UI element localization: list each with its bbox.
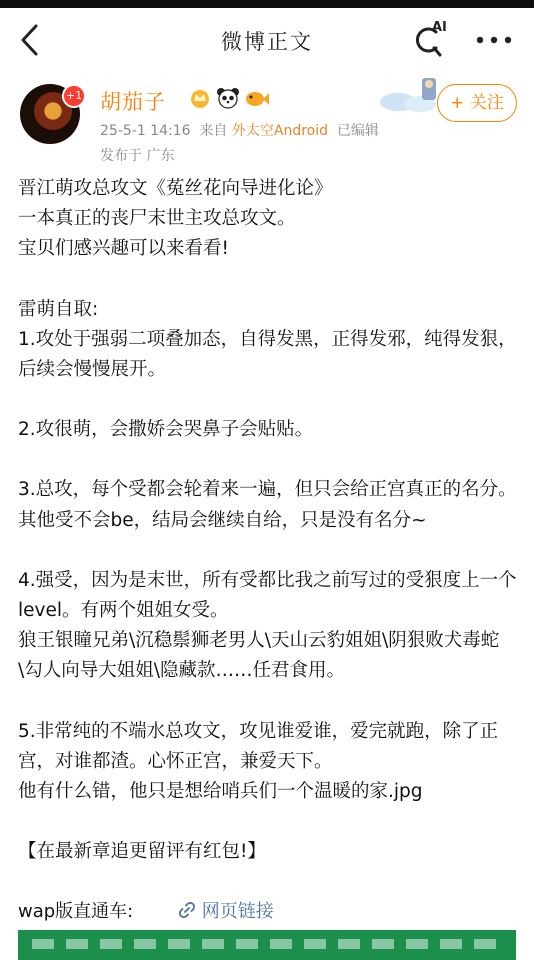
more-options-button[interactable] (472, 22, 516, 58)
user-badges (188, 86, 268, 110)
paragraph-gap (18, 265, 522, 295)
paragraph-gap (18, 536, 522, 566)
post-line: 4.强受，因为是末世，所有受都比我之前写过的受狠度上一个level。有两个姐姐女受。 (18, 569, 517, 622)
post-line: 晋江萌攻总攻文《菟丝花向导进化论》 (18, 178, 333, 199)
crown-badge-icon (188, 86, 212, 110)
panda-icon (216, 86, 240, 110)
avatar-badge: +1 (62, 84, 86, 108)
follow-button[interactable]: + 关注 (437, 84, 517, 122)
page-title: 微博正文 (221, 30, 313, 54)
post-body (18, 174, 522, 867)
ai-label: AI (432, 20, 447, 35)
top-navigation-bar (0, 8, 534, 70)
post-line: 一本真正的丧尸末世主攻总攻文。 (18, 208, 296, 230)
web-link-label: 网页链接 (201, 901, 274, 922)
post-date: 25-5-1 14:16 (100, 123, 191, 139)
link-preview-card[interactable] (18, 930, 516, 960)
more-dots-icon (472, 22, 516, 58)
paragraph-gap (18, 385, 522, 415)
paragraph-gap (18, 445, 522, 475)
status-bar (0, 0, 534, 8)
preview-text-placeholder (32, 939, 502, 949)
author-username[interactable]: 胡茄子 (100, 90, 166, 114)
web-link[interactable] (178, 897, 274, 923)
ai-search-button[interactable] (410, 18, 456, 62)
post-location: 发布于 广东 (100, 148, 175, 164)
post-meta (100, 120, 379, 140)
post-line: 5.非常纯的不端水总攻文，攻见谁爱谁，爱完就跑，除了正宫，对谁都渣。心怀正宫，兼爱天下。 (18, 720, 499, 772)
post-line: 雷萌自取: (18, 298, 99, 320)
from-label: 来自 (199, 123, 228, 139)
post-line: 他有什么错，他只是想给哨兵们一个温暖的家.jpg (18, 781, 423, 803)
paragraph-gap (18, 807, 522, 837)
link-icon (178, 901, 196, 919)
post-line: 1.攻处于强弱二项叠加态，自得发黑，正得发邪，纯得发狠，后续会慢慢展开。 (18, 328, 517, 381)
post-line: 狼王银瞳兄弟\沉稳鬃狮老男人\天山云豹姐姐\阴狠败犬毒蛇\勾人向导大姐姐\隐藏款……任君食用。 (18, 630, 500, 682)
post-line: 2.攻很萌，会撒娇会哭鼻子会贴贴。 (18, 419, 314, 441)
edited-label: 已编辑 (336, 123, 379, 139)
post-line: 宝贝们感兴趣可以来看看! (18, 238, 229, 260)
fish-icon (244, 86, 268, 110)
paragraph-gap (18, 687, 522, 717)
wap-label: wap版直通车: (18, 901, 134, 922)
post-line: 3.总攻，每个受都会轮着来一遍，但只会给正宫真正的名分。其他受不会be，结局会继续自给，只是没有名分~ (18, 479, 517, 531)
post-source[interactable]: 外太空Android (231, 123, 329, 139)
post-line: 【在最新章追更留评有红包!】 (18, 841, 266, 863)
